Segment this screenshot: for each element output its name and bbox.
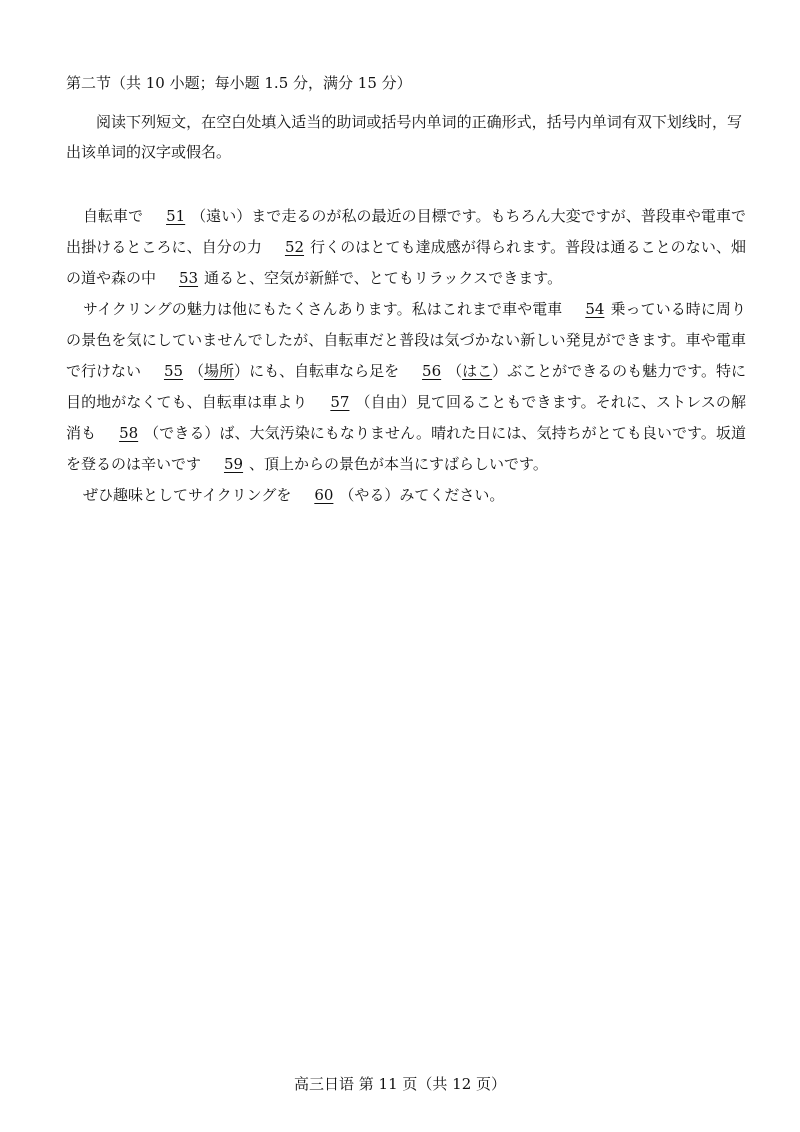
underlined-word-56: はこ bbox=[462, 362, 493, 380]
underlined-word-55: 場所 bbox=[204, 362, 235, 380]
reading-passage bbox=[66, 201, 746, 511]
paren-close: ） bbox=[234, 362, 250, 380]
blank-53: 53 bbox=[178, 269, 199, 287]
blank-59: 59 bbox=[223, 455, 244, 473]
passage-text: ぜひ趣味としてサイクリングを bbox=[83, 486, 292, 504]
paragraph-3 bbox=[66, 480, 746, 511]
paren-close: ） bbox=[492, 362, 508, 380]
paren-open: （ bbox=[189, 362, 205, 380]
passage-text: （自由）見て回ることもできます。それに、ストレスの解消も bbox=[66, 393, 746, 442]
passage-text: 乗っている時に周りの景色を気にしていませんでしたが、自転車だと普段は気づかない新しい発見ができます。車や電車で行けない bbox=[66, 300, 746, 380]
section-title: 第二节（共 10 小题；每小题 1.5 分，满分 15 分） bbox=[66, 74, 412, 92]
passage-text: 自転車で bbox=[83, 207, 144, 225]
paragraph-1 bbox=[66, 201, 746, 294]
instructions: 阅读下列短文，在空白处填入适当的助词或括号内单词的正确形式，括号内单词有双下划线时，写出该单词的汉字或假名。 bbox=[66, 113, 742, 161]
passage-text: （やる）みてください。 bbox=[339, 486, 505, 504]
passage-text: 通ると、空気が新鮮で、とてもリラックスできます。 bbox=[204, 269, 563, 287]
passage-text: にも、自転車なら足を bbox=[249, 362, 400, 380]
passage-text: ぶことができるのも魅力です。特に目的地がなくても、自転車は車より bbox=[66, 362, 746, 411]
blank-55: 55 bbox=[163, 362, 184, 380]
blank-60: 60 bbox=[314, 486, 334, 504]
page-footer: 高三日语 第 11 页（共 12 页） bbox=[293, 1075, 506, 1093]
blank-57: 57 bbox=[330, 393, 350, 411]
paragraph-2 bbox=[66, 294, 746, 480]
blank-58: 58 bbox=[119, 424, 139, 442]
blank-52: 52 bbox=[284, 238, 305, 256]
passage-text: 、頂上からの景色が本当にすばらしいです。 bbox=[249, 455, 548, 473]
passage-text: 行くのはとても達成感が得られます。普段は通ることのない、畑の道や森の中 bbox=[66, 238, 746, 287]
blank-54: 54 bbox=[585, 300, 605, 318]
blank-56: 56 bbox=[422, 362, 442, 380]
paren-open: （ bbox=[447, 362, 463, 380]
passage-text: サイクリングの魅力は他にもたくさんあります。私はこれまで車や電車 bbox=[83, 300, 563, 318]
passage-text: （できる）ば、大気汚染にもなりません。晴れた日には、気持ちがとても良いです。坂道を登るのは辛いです bbox=[66, 424, 746, 473]
blank-51: 51 bbox=[166, 207, 186, 225]
passage-text: （遠い）まで走るのが私の最近の目標です。もちろん大変ですが、普段車や電車で出掛けるところに、自分の力 bbox=[66, 207, 746, 256]
